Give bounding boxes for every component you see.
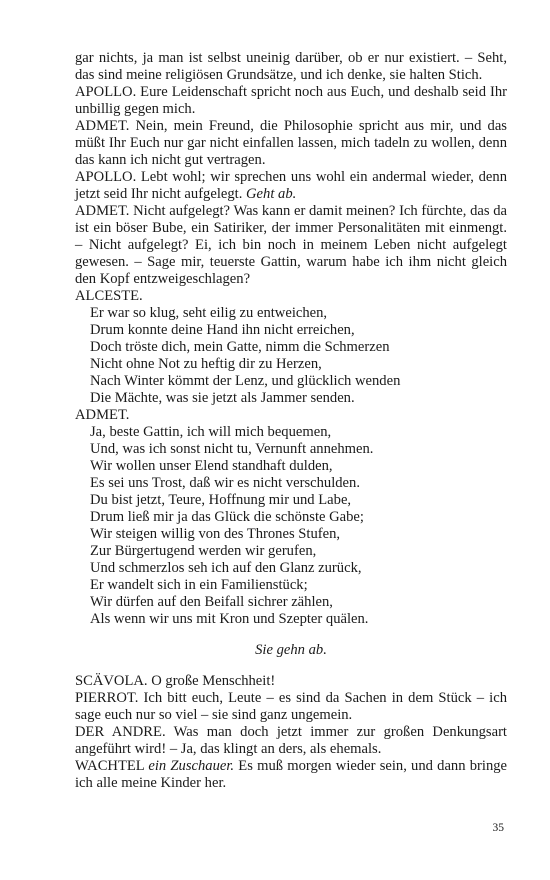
stage-direction-exit: Sie gehn ab.: [255, 642, 327, 658]
apollo-2-speech: APOLLO. Lebt wohl; wir sprechen uns wohl ein andermal wieder, denn jetzt seid Ihr nicht aufgelegt.: [75, 169, 507, 202]
wachtel-speech: Es muß morgen wieder sein, und dann bringe ich alle meine Kinder her.: [75, 758, 508, 791]
paragraph-admet-2: ADMET. Nicht aufgelegt? Was kann er damit meinen? Ich fürchte, das da ist ein böser Bube, ein Satiriker, der immer Personalitäten mit einmengt. – Nicht aufgelegt? Ei, ich bin noch in meinem Leben nicht aufgelegt gewesen. – Sage mir, teuerste Gattin, warum habe ich ihm nicht gleich den Kopf entzweigeschlagen?: [75, 203, 507, 287]
verse-line: Und, was ich sonst nicht tu, Vernunft annehmen.: [90, 441, 374, 457]
paragraph-pierrot: PIERROT. Ich bitt euch, Leute – es sind da Sachen in dem Stück – ich sage euch nur so viel – sie sind ganz ungemein.: [75, 690, 507, 723]
wachtel-name: WACHTEL: [75, 758, 145, 774]
verse-line: Es sei uns Trost, daß wir es nicht verschulden.: [90, 475, 360, 491]
verse-line: Ja, beste Gattin, ich will mich bequemen,: [90, 424, 332, 440]
page-text: [75, 50, 507, 792]
speaker-admet: ADMET.: [75, 407, 130, 423]
paragraph-apollo-2: [75, 169, 507, 203]
paragraph-apollo-1: APOLLO. Eure Leidenschaft spricht noch aus Euch, und deshalb seid Ihr unbillig gegen mich.: [75, 84, 507, 117]
paragraph-der-andre: DER ANDRE. Was man doch jetzt immer zur großen Denkungsart angeführt wird! – Ja, das klingt an ders, als ehemals.: [75, 724, 507, 757]
verse-line: Nach Winter kömmt der Lenz, und glücklich wenden: [90, 373, 401, 389]
paragraph-scavola: SCÄVOLA. O große Menschheit!: [75, 673, 276, 689]
spacer: [75, 659, 507, 673]
paragraph-admet-1: ADMET. Nein, mein Freund, die Philosophie spricht aus mir, und das müßt Ihr Euch nur gar nicht einfallen lassen, mich tadeln zu wollen, denn das kann ich nicht gut vertragen.: [75, 118, 507, 168]
wachtel-direction: ein Zuschauer.: [148, 758, 235, 774]
verse-line: Drum ließ mir ja das Glück die schönste Gabe;: [90, 509, 364, 525]
stage-direction-inline: Geht ab.: [246, 186, 297, 202]
verse-line: Als wenn wir uns mit Kron und Szepter quälen.: [90, 611, 369, 627]
verse-line: Wir steigen willig von des Thrones Stufen,: [90, 526, 341, 542]
verse-line: Er wandelt sich in ein Familienstück;: [90, 577, 308, 593]
verse-line: Doch tröste dich, mein Gatte, nimm die Schmerzen: [90, 339, 390, 355]
spacer: [75, 628, 507, 642]
verse-line: Und schmerzlos seh ich auf den Glanz zurück,: [90, 560, 362, 576]
paragraph-continuation: gar nichts, ja man ist selbst uneinig darüber, ob er nur existiert. – Seht, das sind meine religiösen Grundsätze, und ich denke, sie halten Stich.: [75, 50, 507, 83]
verse-line: Zur Bürgertugend werden wir gerufen,: [90, 543, 317, 559]
speaker-alceste: ALCESTE.: [75, 288, 143, 304]
verse-line: Du bist jetzt, Teure, Hoffnung mir und Labe,: [90, 492, 352, 508]
verse-line: Wir dürfen auf den Beifall sichrer zählen,: [90, 594, 333, 610]
page-number: 35: [492, 822, 504, 834]
verse-line: Wir wollen unser Elend standhaft dulden,: [90, 458, 333, 474]
verse-line: Die Mächte, was sie jetzt als Jammer senden.: [90, 390, 355, 406]
verse-line: Drum konnte deine Hand ihn nicht erreichen,: [90, 322, 355, 338]
verse-line: Nicht ohne Not zu heftig dir zu Herzen,: [90, 356, 322, 372]
paragraph-wachtel: [75, 758, 507, 792]
verse-line: Er war so klug, seht eilig zu entweichen,: [90, 305, 328, 321]
